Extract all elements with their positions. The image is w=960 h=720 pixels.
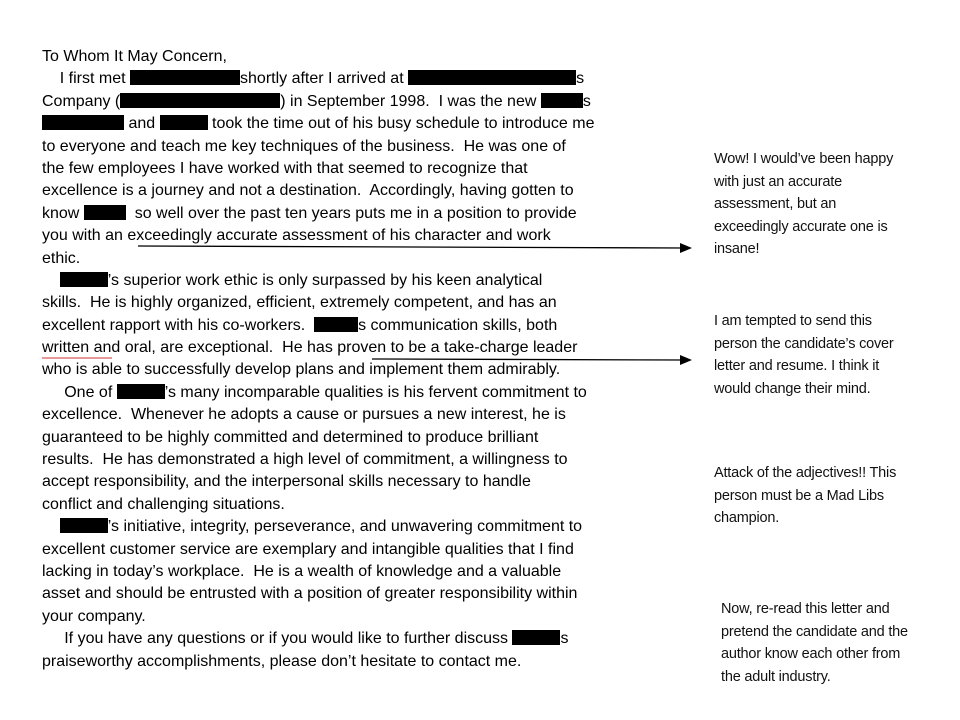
note-accurate-assessment <box>714 148 944 261</box>
letter-text: skills. He is highly organized, efficient, extremely competent, and has an <box>42 294 557 312</box>
letter-text: written and oral, are exceptional. He has proven to be a take-charge leader <box>42 339 578 357</box>
note-line: person must be a Mad Libs <box>714 487 884 504</box>
letter-text: Company ( <box>42 92 121 110</box>
arrow-1-line <box>138 246 684 248</box>
note-line: would change their mind. <box>714 380 871 397</box>
letter-text: took the time out of his busy schedule to introduce me <box>207 115 595 133</box>
note-line: Now, re-read this letter and <box>721 601 890 617</box>
note-line: pretend the candidate and the <box>721 623 908 640</box>
letter-text: excellence is a journey and not a destination. Accordingly, having gotten to <box>42 182 574 200</box>
letter-text: shortly after I arrived at <box>240 70 409 88</box>
letter-text: who is able to successfully develop plans and implement them admirably. <box>42 361 561 379</box>
letter-text: ) in September 1998. I was the new <box>280 92 541 110</box>
note-line: Attack of the adjectives!! This <box>714 465 897 481</box>
letter-text: guaranteed to be highly committed and determined to produce brilliant <box>42 428 539 446</box>
note-line: letter and resume. I think it <box>714 358 880 374</box>
note-line: person the candidate’s cover <box>714 335 894 352</box>
letter-text: ’s superior work ethic is only surpassed by his keen analytical <box>107 271 543 289</box>
note-line: author know each other from <box>721 646 901 662</box>
letter-text: to everyone and teach me key techniques of the business. He was one of <box>42 137 566 155</box>
letter-text: s <box>560 630 569 648</box>
letter-text: asset and should be entrusted with a position of greater responsibility within <box>42 585 578 603</box>
letter-text: s <box>576 70 585 88</box>
letter-text: and <box>124 115 160 133</box>
letter-text: To Whom It May Concern, <box>42 48 227 65</box>
letter-text: conflict and challenging situations. <box>42 495 285 513</box>
letter-text: ’s many incomparable qualities is his fervent commitment to <box>164 383 587 401</box>
letter-text: I first met <box>42 70 131 88</box>
letter-text: the few employees I have worked with that seemed to recognize that <box>42 159 528 177</box>
note-line: Wow! I would’ve been happy <box>714 151 894 167</box>
letter-text: results. He has demonstrated a high level of commitment, a willingness to <box>42 451 568 469</box>
note-reread <box>721 598 951 688</box>
note-line: I am tempted to send this <box>714 313 872 329</box>
letter-text: praiseworthy accomplishments, please don’t hesitate to contact me. <box>42 652 522 670</box>
letter-text: One of <box>42 383 117 401</box>
letter-text: you with an exceedingly accurate assessment of his character and work <box>42 227 551 245</box>
letter-text: If you have any questions or if you would like to further discuss <box>42 630 513 648</box>
note-line: the adult industry. <box>721 668 831 685</box>
note-line: champion. <box>714 510 780 526</box>
note-line: insane! <box>714 241 760 257</box>
letter-text: s communication skills, both <box>358 316 558 334</box>
note-line: assessment, but an <box>714 196 837 212</box>
note-adjectives <box>714 462 944 530</box>
letter-text: ethic. <box>42 249 81 267</box>
letter-text: excellence. Whenever he adopts a cause or pursues a new interest, he is <box>42 406 566 424</box>
letter-text: s <box>582 92 591 110</box>
letter-text: so well over the past ten years puts me in a position to provide <box>125 204 577 222</box>
arrow-1-head <box>680 243 692 253</box>
note-line: exceedingly accurate one is <box>714 218 888 235</box>
arrow-2-head <box>680 355 692 365</box>
letter-text: accept responsibility, and the interpersonal skills necessary to handle <box>42 473 531 491</box>
letter-text: lacking in today’s workplace. He is a wealth of knowledge and a valuable <box>42 562 562 580</box>
letter-text: know <box>42 204 84 222</box>
note-line: with just an accurate <box>714 173 842 190</box>
arrow-2-line <box>372 359 684 360</box>
letter-text: excellent rapport with his co-workers. <box>42 316 315 334</box>
letter-text: ’s initiative, integrity, perseverance, and unwavering commitment to <box>107 518 583 536</box>
letter-text: excellent customer service are exemplary and intangible qualities that I find <box>42 540 574 558</box>
letter-text: your company. <box>42 607 146 625</box>
note-cover-letter <box>714 310 944 400</box>
